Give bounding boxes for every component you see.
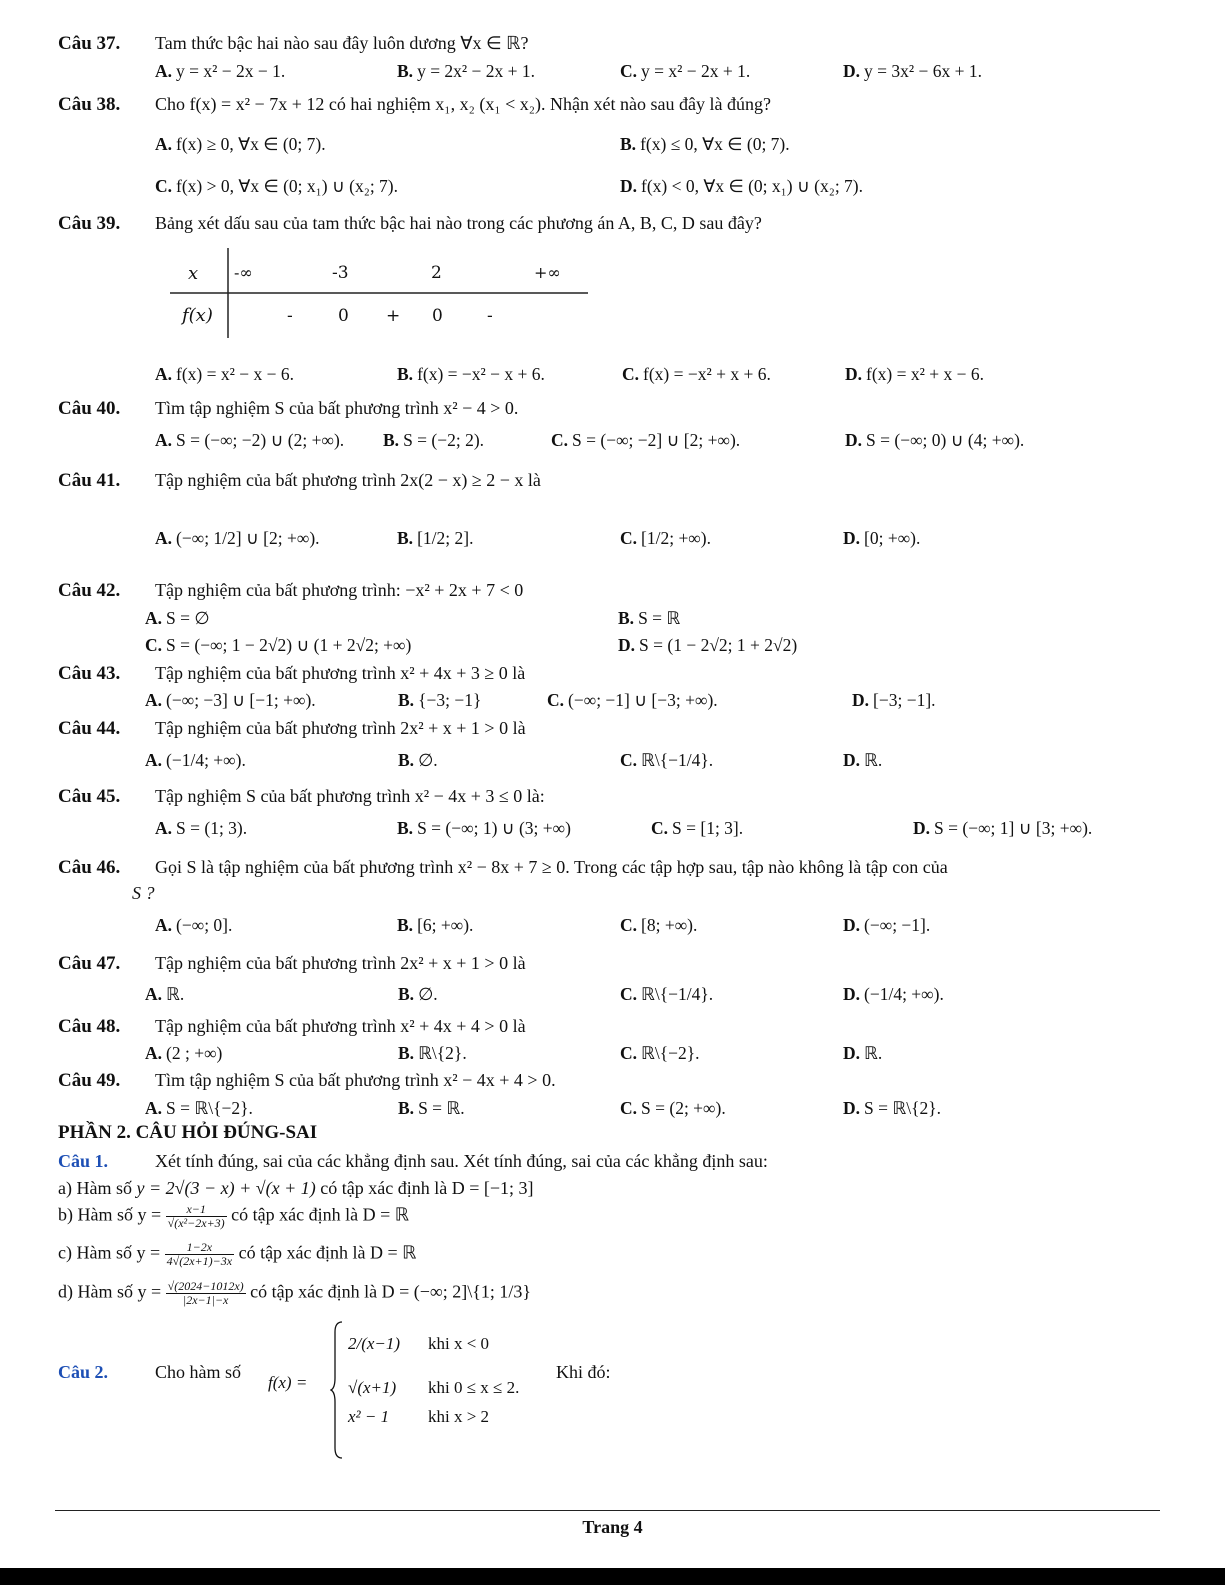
statement-prefix: c) Hàm số y = bbox=[58, 1242, 165, 1263]
fraction-denominator: |2x−1|−x bbox=[182, 1293, 229, 1307]
options-38a bbox=[155, 133, 1155, 155]
options-47 bbox=[145, 983, 1145, 1005]
option-label: A. bbox=[155, 430, 173, 450]
option-label: B. bbox=[397, 528, 414, 548]
option-label: D. bbox=[843, 915, 861, 935]
option-label: C. bbox=[620, 984, 638, 1004]
option-text: [6; +∞). bbox=[417, 915, 474, 935]
options-46 bbox=[155, 914, 1155, 936]
option-label: B. bbox=[397, 61, 414, 81]
option-label: C. bbox=[651, 818, 669, 838]
option-text: S = (−∞; 1) ∪ (3; +∞) bbox=[417, 818, 571, 838]
case-expression: x² − 1 bbox=[348, 1407, 390, 1426]
option-text: S = [1; 3]. bbox=[672, 818, 744, 838]
option-text: S = (1 − 2√2; 1 + 2√2) bbox=[639, 635, 798, 655]
statement-prefix: b) Hàm số y = bbox=[58, 1204, 166, 1225]
options-41 bbox=[155, 527, 1155, 549]
question-tail: Khi đó: bbox=[556, 1362, 611, 1382]
option-label: D. bbox=[913, 818, 931, 838]
question-text-continued: S ? bbox=[132, 883, 155, 903]
option-label: A. bbox=[155, 134, 173, 154]
option-text: ∅. bbox=[418, 984, 438, 1004]
sign-table-x-label: x bbox=[188, 263, 199, 284]
section2-question-1 bbox=[58, 1151, 768, 1172]
piecewise-function bbox=[268, 1320, 568, 1460]
options-49 bbox=[145, 1097, 1145, 1119]
question-37 bbox=[58, 32, 528, 55]
question-text: Tập nghiệm S của bất phương trình x² − 4x + 3 ≤ 0 là: bbox=[155, 786, 545, 806]
question-number: Câu 1. bbox=[58, 1151, 109, 1171]
question-text: Tập nghiệm của bất phương trình 2x² + x + 1 > 0 là bbox=[155, 718, 526, 738]
option-text: f(x) < 0, ∀x ∈ (0; x₁) ∪ (x₂; 7). bbox=[641, 176, 864, 196]
option-text: S = ∅ bbox=[166, 608, 210, 628]
option-label: B. bbox=[383, 430, 400, 450]
option-text: [0; +∞). bbox=[864, 528, 921, 548]
option-label: C. bbox=[145, 635, 163, 655]
question-38 bbox=[58, 93, 771, 116]
option-label: A. bbox=[155, 818, 173, 838]
sign-table-x-value: -∞ bbox=[234, 263, 253, 282]
option-label: C. bbox=[620, 750, 638, 770]
fraction-numerator: x−1 bbox=[166, 1203, 227, 1217]
sign-table-sign: 0 bbox=[432, 306, 443, 326]
question-number: Câu 44. bbox=[58, 718, 121, 739]
statement-expression: y = 2√(3 − x) + √(x + 1) bbox=[136, 1178, 316, 1198]
options-39 bbox=[155, 363, 1155, 385]
option-label: D. bbox=[845, 364, 863, 384]
options-40 bbox=[155, 429, 1155, 451]
fraction bbox=[166, 1280, 246, 1307]
option-text: ∅. bbox=[418, 750, 438, 770]
option-label: D. bbox=[843, 984, 861, 1004]
option-text: S = (2; +∞). bbox=[641, 1098, 726, 1118]
option-text: (−∞; −1] ∪ [−3; +∞). bbox=[568, 690, 718, 710]
footer-divider bbox=[55, 1510, 1160, 1511]
question-number: Câu 45. bbox=[58, 786, 121, 807]
option-text: (2 ; +∞) bbox=[166, 1043, 223, 1063]
question-number: Câu 46. bbox=[58, 857, 121, 878]
option-label: C. bbox=[620, 528, 638, 548]
option-text: [8; +∞). bbox=[641, 915, 698, 935]
option-text: ℝ\{−1/4}. bbox=[641, 750, 714, 770]
options-42a bbox=[145, 607, 1145, 629]
option-label: A. bbox=[145, 1043, 163, 1063]
option-text: [1/2; +∞). bbox=[641, 528, 711, 548]
question-number: Câu 48. bbox=[58, 1016, 121, 1037]
question-number: Câu 38. bbox=[58, 94, 121, 115]
option-label: A. bbox=[145, 984, 163, 1004]
option-label: A. bbox=[145, 690, 163, 710]
question-number: Câu 43. bbox=[58, 663, 121, 684]
sign-table-sign: - bbox=[287, 306, 293, 326]
option-text: (−∞; 0]. bbox=[176, 915, 233, 935]
question-45 bbox=[58, 785, 545, 808]
fraction bbox=[166, 1203, 227, 1230]
case-condition: khi x > 2 bbox=[428, 1407, 490, 1426]
option-text: (−∞; −1]. bbox=[864, 915, 931, 935]
options-38b bbox=[155, 175, 1155, 197]
option-text: S = (−2; 2). bbox=[403, 430, 485, 450]
section2-question-2 bbox=[58, 1362, 241, 1383]
case-expression: √(x+1) bbox=[348, 1378, 397, 1397]
option-text: y = 3x² − 6x + 1. bbox=[864, 61, 982, 81]
option-label: C. bbox=[155, 176, 173, 196]
option-label: B. bbox=[398, 690, 415, 710]
option-text: f(x) = −x² + x + 6. bbox=[643, 364, 771, 384]
question-39 bbox=[58, 212, 762, 235]
option-text: y = 2x² − 2x + 1. bbox=[417, 61, 536, 81]
question-number: Câu 42. bbox=[58, 580, 121, 601]
sign-table-x-value: -3 bbox=[332, 263, 349, 283]
question-43 bbox=[58, 662, 525, 685]
option-label: D. bbox=[843, 528, 861, 548]
option-text: (−∞; −3] ∪ [−1; +∞). bbox=[166, 690, 316, 710]
case-condition: khi x < 0 bbox=[428, 1334, 490, 1353]
option-label: B. bbox=[398, 750, 415, 770]
option-label: D. bbox=[843, 1098, 861, 1118]
statement-suffix: có tập xác định là D = [−1; 3] bbox=[315, 1178, 534, 1198]
left-brace bbox=[330, 1320, 344, 1460]
fraction-denominator: √(x²−2x+3) bbox=[167, 1216, 225, 1230]
option-label: C. bbox=[622, 364, 640, 384]
option-text: f(x) = −x² − x + 6. bbox=[417, 364, 545, 384]
option-label: B. bbox=[397, 915, 414, 935]
option-text: S = (1; 3). bbox=[176, 818, 248, 838]
statement-suffix: có tập xác định là D = (−∞; 2]\{1; 1/3} bbox=[245, 1281, 532, 1302]
option-label: C. bbox=[620, 61, 638, 81]
sign-table-sign: + bbox=[386, 306, 401, 326]
question-text: Bảng xét dấu sau của tam thức bậc hai nào trong các phương án A, B, C, D sau đây? bbox=[155, 213, 762, 233]
question-text: Cho f(x) = x² − 7x + 12 có hai nghiệm x₁, x₂ (x₁ < x₂). Nhận xét nào sau đây là đúng? bbox=[155, 94, 771, 114]
bottom-bar bbox=[0, 1568, 1225, 1585]
option-label: D. bbox=[618, 635, 636, 655]
options-43 bbox=[145, 689, 1145, 711]
fraction-numerator: 1−2x bbox=[165, 1241, 234, 1255]
option-label: B. bbox=[398, 1043, 415, 1063]
question-49 bbox=[58, 1069, 556, 1092]
option-text: ℝ\{2}. bbox=[418, 1043, 467, 1063]
option-text: y = x² − 2x − 1. bbox=[176, 61, 286, 81]
option-text: ℝ. bbox=[864, 750, 883, 770]
question-42 bbox=[58, 579, 523, 602]
sign-table-f-label: f(x) bbox=[182, 305, 213, 326]
option-label: C. bbox=[551, 430, 569, 450]
option-text: y = x² − 2x + 1. bbox=[641, 61, 751, 81]
options-44 bbox=[145, 749, 1145, 771]
option-label: A. bbox=[145, 608, 163, 628]
option-label: B. bbox=[398, 984, 415, 1004]
option-label: D. bbox=[843, 1043, 861, 1063]
fraction-numerator: √(2024−1012x) bbox=[167, 1279, 244, 1293]
question-text: Cho hàm số bbox=[155, 1362, 242, 1382]
question-text: Tìm tập nghiệm S của bất phương trình x² − 4x + 4 > 0. bbox=[155, 1070, 556, 1090]
options-42b bbox=[145, 634, 1145, 656]
question-text: Tam thức bậc hai nào sau đây luôn dương ∀x ∈ ℝ? bbox=[155, 33, 529, 53]
option-text: f(x) ≥ 0, ∀x ∈ (0; 7). bbox=[176, 134, 326, 154]
question-number: Câu 40. bbox=[58, 398, 121, 419]
question-47 bbox=[58, 952, 526, 975]
question-text: Tập nghiệm của bất phương trình x² + 4x + 3 ≥ 0 là bbox=[155, 663, 526, 683]
question-41 bbox=[58, 469, 541, 492]
question-44 bbox=[58, 717, 526, 740]
statement-b bbox=[58, 1203, 409, 1230]
sign-table bbox=[170, 248, 590, 340]
option-text: (−1/4; +∞). bbox=[166, 750, 246, 770]
question-text: Tập nghiệm của bất phương trình 2x² + x + 1 > 0 là bbox=[155, 953, 526, 973]
question-number: Câu 47. bbox=[58, 953, 121, 974]
option-label: A. bbox=[145, 750, 163, 770]
question-number: Câu 2. bbox=[58, 1362, 109, 1382]
option-text: f(x) ≤ 0, ∀x ∈ (0; 7). bbox=[640, 134, 790, 154]
option-label: D. bbox=[843, 750, 861, 770]
option-text: f(x) > 0, ∀x ∈ (0; x₁) ∪ (x₂; 7). bbox=[176, 176, 399, 196]
sign-table-sign: 0 bbox=[338, 306, 349, 326]
option-label: D. bbox=[845, 430, 863, 450]
question-number: Câu 49. bbox=[58, 1070, 121, 1091]
question-number: Câu 39. bbox=[58, 213, 121, 234]
option-label: A. bbox=[155, 528, 173, 548]
statement-c bbox=[58, 1241, 416, 1268]
question-text: Tập nghiệm của bất phương trình 2x(2 − x) ≥ 2 − x là bbox=[155, 470, 541, 490]
option-label: C. bbox=[620, 915, 638, 935]
option-text: [1/2; 2]. bbox=[417, 528, 474, 548]
option-label: A. bbox=[155, 915, 173, 935]
question-number: Câu 41. bbox=[58, 470, 121, 491]
option-label: C. bbox=[547, 690, 565, 710]
option-label: A. bbox=[155, 61, 173, 81]
option-text: (−1/4; +∞). bbox=[864, 984, 944, 1004]
option-text: S = (−∞; 0) ∪ (4; +∞). bbox=[866, 430, 1025, 450]
sign-table-sign: - bbox=[487, 306, 493, 326]
option-text: ℝ. bbox=[864, 1043, 883, 1063]
statement-prefix: a) Hàm số bbox=[58, 1178, 137, 1198]
options-37 bbox=[155, 60, 1155, 82]
option-text: ℝ. bbox=[166, 984, 185, 1004]
fraction bbox=[165, 1241, 234, 1268]
option-label: C. bbox=[620, 1043, 638, 1063]
option-label: D. bbox=[620, 176, 638, 196]
question-text: Tập nghiệm của bất phương trình x² + 4x + 4 > 0 là bbox=[155, 1016, 526, 1036]
statement-suffix: có tập xác định là D = ℝ bbox=[234, 1242, 417, 1263]
sign-table-lines bbox=[170, 248, 590, 340]
option-text: S = (−∞; 1 − 2√2) ∪ (1 + 2√2; +∞) bbox=[166, 635, 412, 655]
option-text: S = (−∞; 1] ∪ [3; +∞). bbox=[934, 818, 1093, 838]
question-48 bbox=[58, 1015, 526, 1038]
question-46 bbox=[58, 856, 948, 879]
options-45 bbox=[155, 817, 1155, 839]
option-text: S = ℝ. bbox=[418, 1098, 465, 1118]
question-number: Câu 37. bbox=[58, 33, 121, 54]
question-text: Tập nghiệm của bất phương trình: −x² + 2x + 7 < 0 bbox=[155, 580, 524, 600]
option-text: ℝ\{−2}. bbox=[641, 1043, 700, 1063]
case-expression: 2/(x−1) bbox=[348, 1334, 401, 1353]
sign-table-x-value: +∞ bbox=[534, 263, 561, 282]
statement-prefix: d) Hàm số y = bbox=[58, 1281, 166, 1302]
option-text: ℝ\{−1/4}. bbox=[641, 984, 714, 1004]
option-text: {−3; −1} bbox=[418, 690, 482, 710]
option-text: S = (−∞; −2] ∪ [2; +∞). bbox=[572, 430, 741, 450]
statement-d bbox=[58, 1280, 531, 1307]
option-label: C. bbox=[620, 1098, 638, 1118]
function-label: f(x) = bbox=[268, 1373, 308, 1392]
option-label: D. bbox=[852, 690, 870, 710]
page-number: Trang 4 bbox=[582, 1517, 643, 1537]
option-text: S = ℝ\{−2}. bbox=[166, 1098, 253, 1118]
option-label: D. bbox=[843, 61, 861, 81]
option-label: A. bbox=[145, 1098, 163, 1118]
question-text: Xét tính đúng, sai của các khẳng định sau. Xét tính đúng, sai của các khẳng định sau: bbox=[155, 1151, 768, 1171]
question-text: Gọi S là tập nghiệm của bất phương trình x² − 8x + 7 ≥ 0. Trong các tập hợp sau, tập nào không là tập con của bbox=[155, 857, 948, 877]
fraction-denominator: 4√(2x+1)−3x bbox=[166, 1254, 233, 1268]
options-48 bbox=[145, 1042, 1145, 1064]
option-text: [−3; −1]. bbox=[873, 690, 936, 710]
case-condition: khi 0 ≤ x ≤ 2. bbox=[428, 1378, 520, 1397]
option-text: (−∞; 1/2] ∪ [2; +∞). bbox=[176, 528, 320, 548]
option-label: B. bbox=[618, 608, 635, 628]
option-text: f(x) = x² + x − 6. bbox=[866, 364, 984, 384]
option-label: B. bbox=[397, 818, 414, 838]
option-label: B. bbox=[397, 364, 414, 384]
statement-a bbox=[58, 1178, 534, 1199]
option-label: B. bbox=[620, 134, 637, 154]
statement-suffix: có tập xác định là D = ℝ bbox=[226, 1204, 410, 1225]
sign-table-x-value: 2 bbox=[431, 263, 442, 283]
section-title: PHẦN 2. CÂU HỎI ĐÚNG-SAI bbox=[58, 1122, 318, 1143]
option-label: A. bbox=[155, 364, 173, 384]
option-text: f(x) = x² − x − 6. bbox=[176, 364, 294, 384]
question-46-cont bbox=[132, 882, 155, 905]
option-text: S = ℝ\{2}. bbox=[864, 1098, 942, 1118]
option-text: S = ℝ bbox=[638, 608, 681, 628]
question-40 bbox=[58, 397, 518, 420]
option-text: S = (−∞; −2) ∪ (2; +∞). bbox=[176, 430, 345, 450]
question-text: Tìm tập nghiệm S của bất phương trình x² − 4 > 0. bbox=[155, 398, 519, 418]
option-label: B. bbox=[398, 1098, 415, 1118]
